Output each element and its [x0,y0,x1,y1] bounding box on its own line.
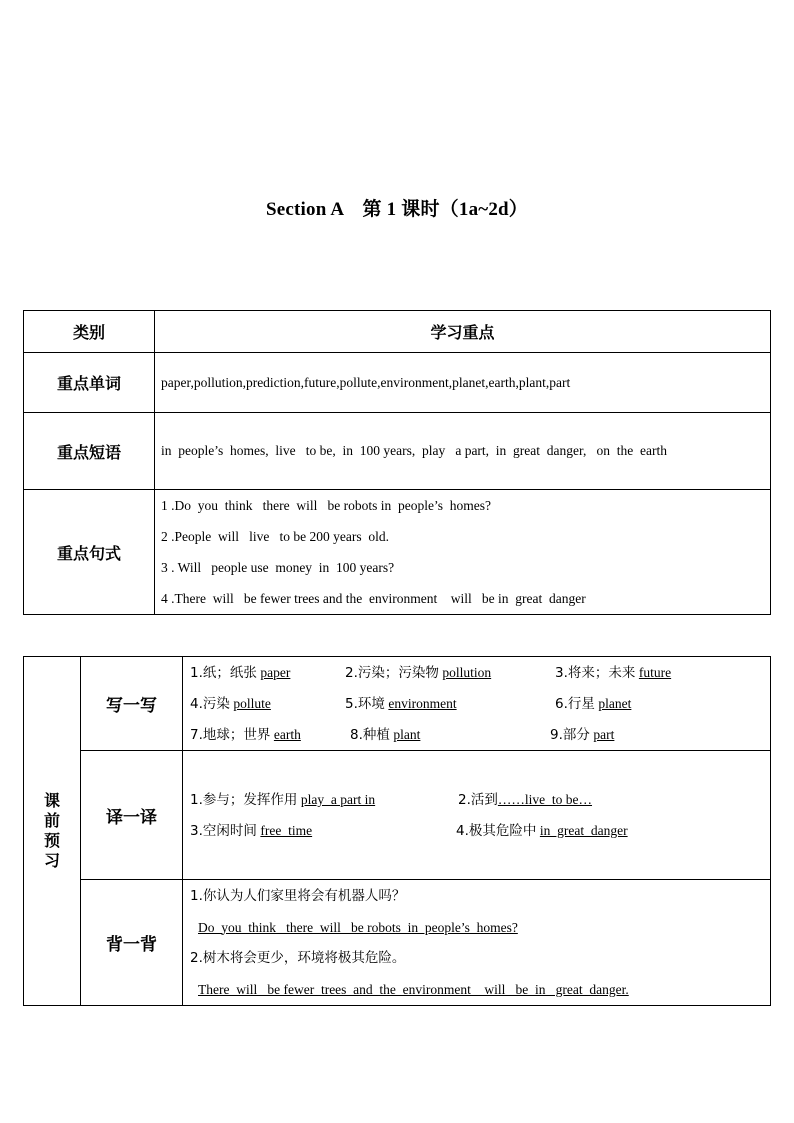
write-item: 3.将来；未来 future [555,665,672,681]
row-label-phrases: 重点短语 [24,413,155,490]
sentence-item: 2 .People will live to be 200 years old. [161,529,389,544]
translate-content [183,751,771,880]
table-row [24,413,771,490]
header-key-points: 学习重点 [155,311,771,353]
translate-item: 1.参与；发挥作用 play a part in [190,792,376,808]
write-content [183,657,771,751]
write-item: 9.部分 part [550,727,615,743]
recite-question: 1.你认为人们家里将会有机器人吗？ [190,887,406,904]
write-item: 1.纸；纸张 paper [190,665,291,681]
translate-item: 3.空闲时间 free time [190,823,313,839]
key-words: paper,pollution,prediction,future,pollute,environment,planet,earth,plant,part [155,353,771,413]
key-sentences [155,490,771,615]
recite-row [24,880,771,1006]
write-row [24,657,771,751]
table-row [24,490,771,615]
write-item: 7.地球；世界 earth [190,727,301,743]
row-label-words: 重点单词 [24,353,155,413]
table-row [24,353,771,413]
write-item: 5.环境 environment [345,696,457,712]
sentence-item: 1 .Do you think there will be robots in people’s homes? [161,498,491,513]
write-item: 6.行星 planet [555,696,632,712]
preview-side-label: 课 前 预 习 [24,657,81,1006]
key-points-table [23,310,771,615]
recite-answer: There will be fewer trees and the environment will be in great danger. [198,981,629,997]
sentence-item: 3 . Will people use money in 100 years? [161,560,395,575]
translate-item: 2.活到……live to be… [458,792,593,808]
table-header-row [24,311,771,353]
translate-label: 译一译 [81,751,183,880]
write-item: 4.污染 pollute [190,696,271,712]
write-item: 2.污染；污染物 pollution [345,665,492,681]
recite-question: 2.树木将会更少，环境将极其危险。 [190,949,406,966]
header-category: 类别 [24,311,155,353]
recite-content [183,880,771,1006]
translate-item: 4.极其危险中 in great danger [456,823,628,839]
sentence-item: 4 .There will be fewer trees and the environment will be in great danger [161,591,586,606]
recite-label: 背一背 [81,880,183,1006]
page-title: Section A 第 1 课时（1a~2d） [265,199,529,220]
key-phrases: in people’s homes, live to be, in 100 years, play a part, in great danger, on the earth [155,413,771,490]
write-item: 8.种植 plant [350,727,421,743]
translate-row [24,751,771,880]
recite-answer: Do you think there will be robots in people’s homes? [198,919,518,935]
row-label-sentences: 重点句式 [24,490,155,615]
preview-table [23,656,771,1006]
write-label: 写一写 [81,657,183,751]
